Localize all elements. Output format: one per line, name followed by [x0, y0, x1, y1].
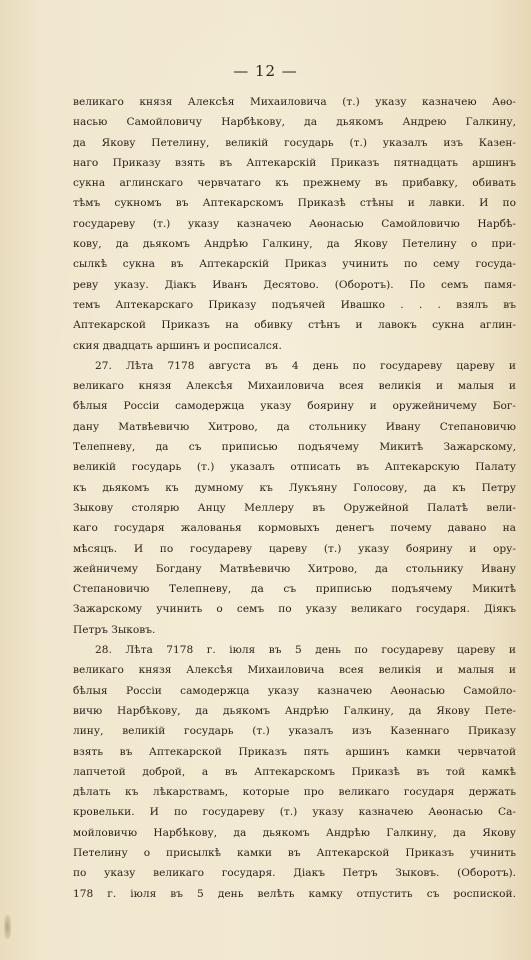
text-line: государеву (т.) указу казначею Аѳонасью Самойловичю Нарбѣ-	[73, 217, 516, 230]
text-line: лину, великій государь (т.) указалъ изъ Казеннаго Приказу	[73, 725, 516, 738]
text-line: ския двадцать аршинъ и росписался.	[73, 339, 282, 352]
text-line: 178 г. іюля въ 5 день велѣть камку отпустить съ роспиской.	[73, 887, 516, 900]
entry-28-first-line: 28. Лѣта 7178 г. іюля въ 5 день по государеву цареву и	[95, 644, 516, 657]
text-line: Аптекарской Приказъ на обивку стѣнъ и лавокъ сукна аглин-	[73, 319, 516, 332]
text-line: великій государь (т.) указалъ отписать въ Аптекарскую Палату	[73, 461, 516, 474]
text-line: Телепневу, да съ приписью подъячему Микитѣ Зажарскому,	[73, 441, 516, 454]
page-number: — 12 —	[233, 62, 298, 80]
text-line: мѣсяцъ. И по государеву цареву (т.) указу боярину и ору-	[73, 542, 516, 555]
text-line: бѣлыя Россіи самодержца указу казначею Аѳонасью Самойло-	[73, 684, 516, 697]
paper-stain	[4, 915, 11, 939]
text-line: тѣмъ сукномъ въ Аптекарскомъ Приказѣ стѣны и лавки. И по	[73, 197, 516, 210]
text-line: сукна аглинскаго червчатаго къ прежнему въ прибавку, обивать	[73, 177, 516, 190]
text-line: каго государя жалованья кормовыхъ денегъ почему давано на	[73, 522, 516, 535]
document-body	[73, 92, 516, 904]
text-line: насью Самойловичу Нарбѣкову, да дьякомъ Андрею Галкину,	[73, 116, 516, 129]
text-line: великаго князя Алексѣя Михаиловича всея великія и малыя и	[73, 664, 516, 677]
text-line: по указу великаго государя. Діакъ Петръ Зыковъ. (Оборотъ).	[73, 867, 516, 880]
text-line: наго Приказу взять въ Аптекарскій Приказъ пятнадцать аршинъ	[73, 156, 516, 169]
text-line: дѣлать къ лѣкарствамъ, которые про великаго государя держать	[73, 786, 516, 799]
text-line: дану Матвѣевичю Хитрово, да стольнику Ивану Степановичю	[73, 420, 516, 433]
entry-27-first-line: 27. Лѣта 7178 августа въ 4 день по государеву цареву и	[95, 359, 516, 372]
text-line: лапчетой доброй, а въ Аптекарскомъ Приказѣ въ той камкѣ	[73, 765, 516, 778]
text-line: кровельки. И по государеву (т.) указу казначею Аѳонасью Са-	[73, 806, 516, 819]
text-line: великаго князя Алексѣя Михаиловича (т.) указу казначею Аѳо-	[73, 96, 516, 108]
text-line: темъ Аптекарскаго Приказу подъячей Ивашко . . . взялъ въ	[73, 298, 516, 311]
text-line: реву указу. Діакъ Иванъ Десятово. (Оборотъ). По семъ памя-	[73, 278, 516, 291]
text-line: вичю Нарбѣкову, да дьякомъ Андрѣю Галкину, да Якову Пете-	[73, 704, 516, 717]
text-line: жейничему Богдану Матвѣевичю Хитрово, да стольнику Ивану	[73, 562, 516, 575]
text-line: бѣлыя Россіи самодержца указу боярину и оружейничему Бог-	[73, 400, 516, 413]
text-line: Петръ Зыковъ.	[73, 623, 156, 636]
text-line: сылкѣ сукна въ Аптекарскій Приказ учинить по сему госуда-	[73, 258, 516, 271]
text-line: да Якову Петелину, великій государь (т.) указалъ изъ Казен-	[73, 136, 516, 149]
text-line: кову, да дьякомъ Андрѣю Галкину, да Якову Петелину о при-	[73, 238, 516, 251]
text-line: великаго князя Алексѣя Михаиловича всея великія и малыя и	[73, 380, 516, 393]
text-line: Степановичю Телепневу, да съ приписью подъячему Микитѣ	[73, 583, 516, 596]
text-line: Петелину о присылкѣ камки въ Аптекарской Приказъ учинить	[73, 846, 516, 859]
text-line: къ дьякомъ къ думному къ Лукъяну Голосову, да къ Петру	[73, 481, 516, 494]
text-line: Зажарскому учинить о семъ по указу великаго государя. Діякъ	[73, 603, 516, 616]
text-line: мойловичю Нарбѣкову, да дьякомъ Андрѣю Галкину, да Якову	[73, 826, 516, 839]
text-line: взять въ Аптекарской Приказъ пять аршинъ камки червчатой	[73, 745, 516, 758]
text-line: Зыкову столярю Анцу Меллеру въ Оружейной Палатѣ вели-	[73, 501, 516, 514]
